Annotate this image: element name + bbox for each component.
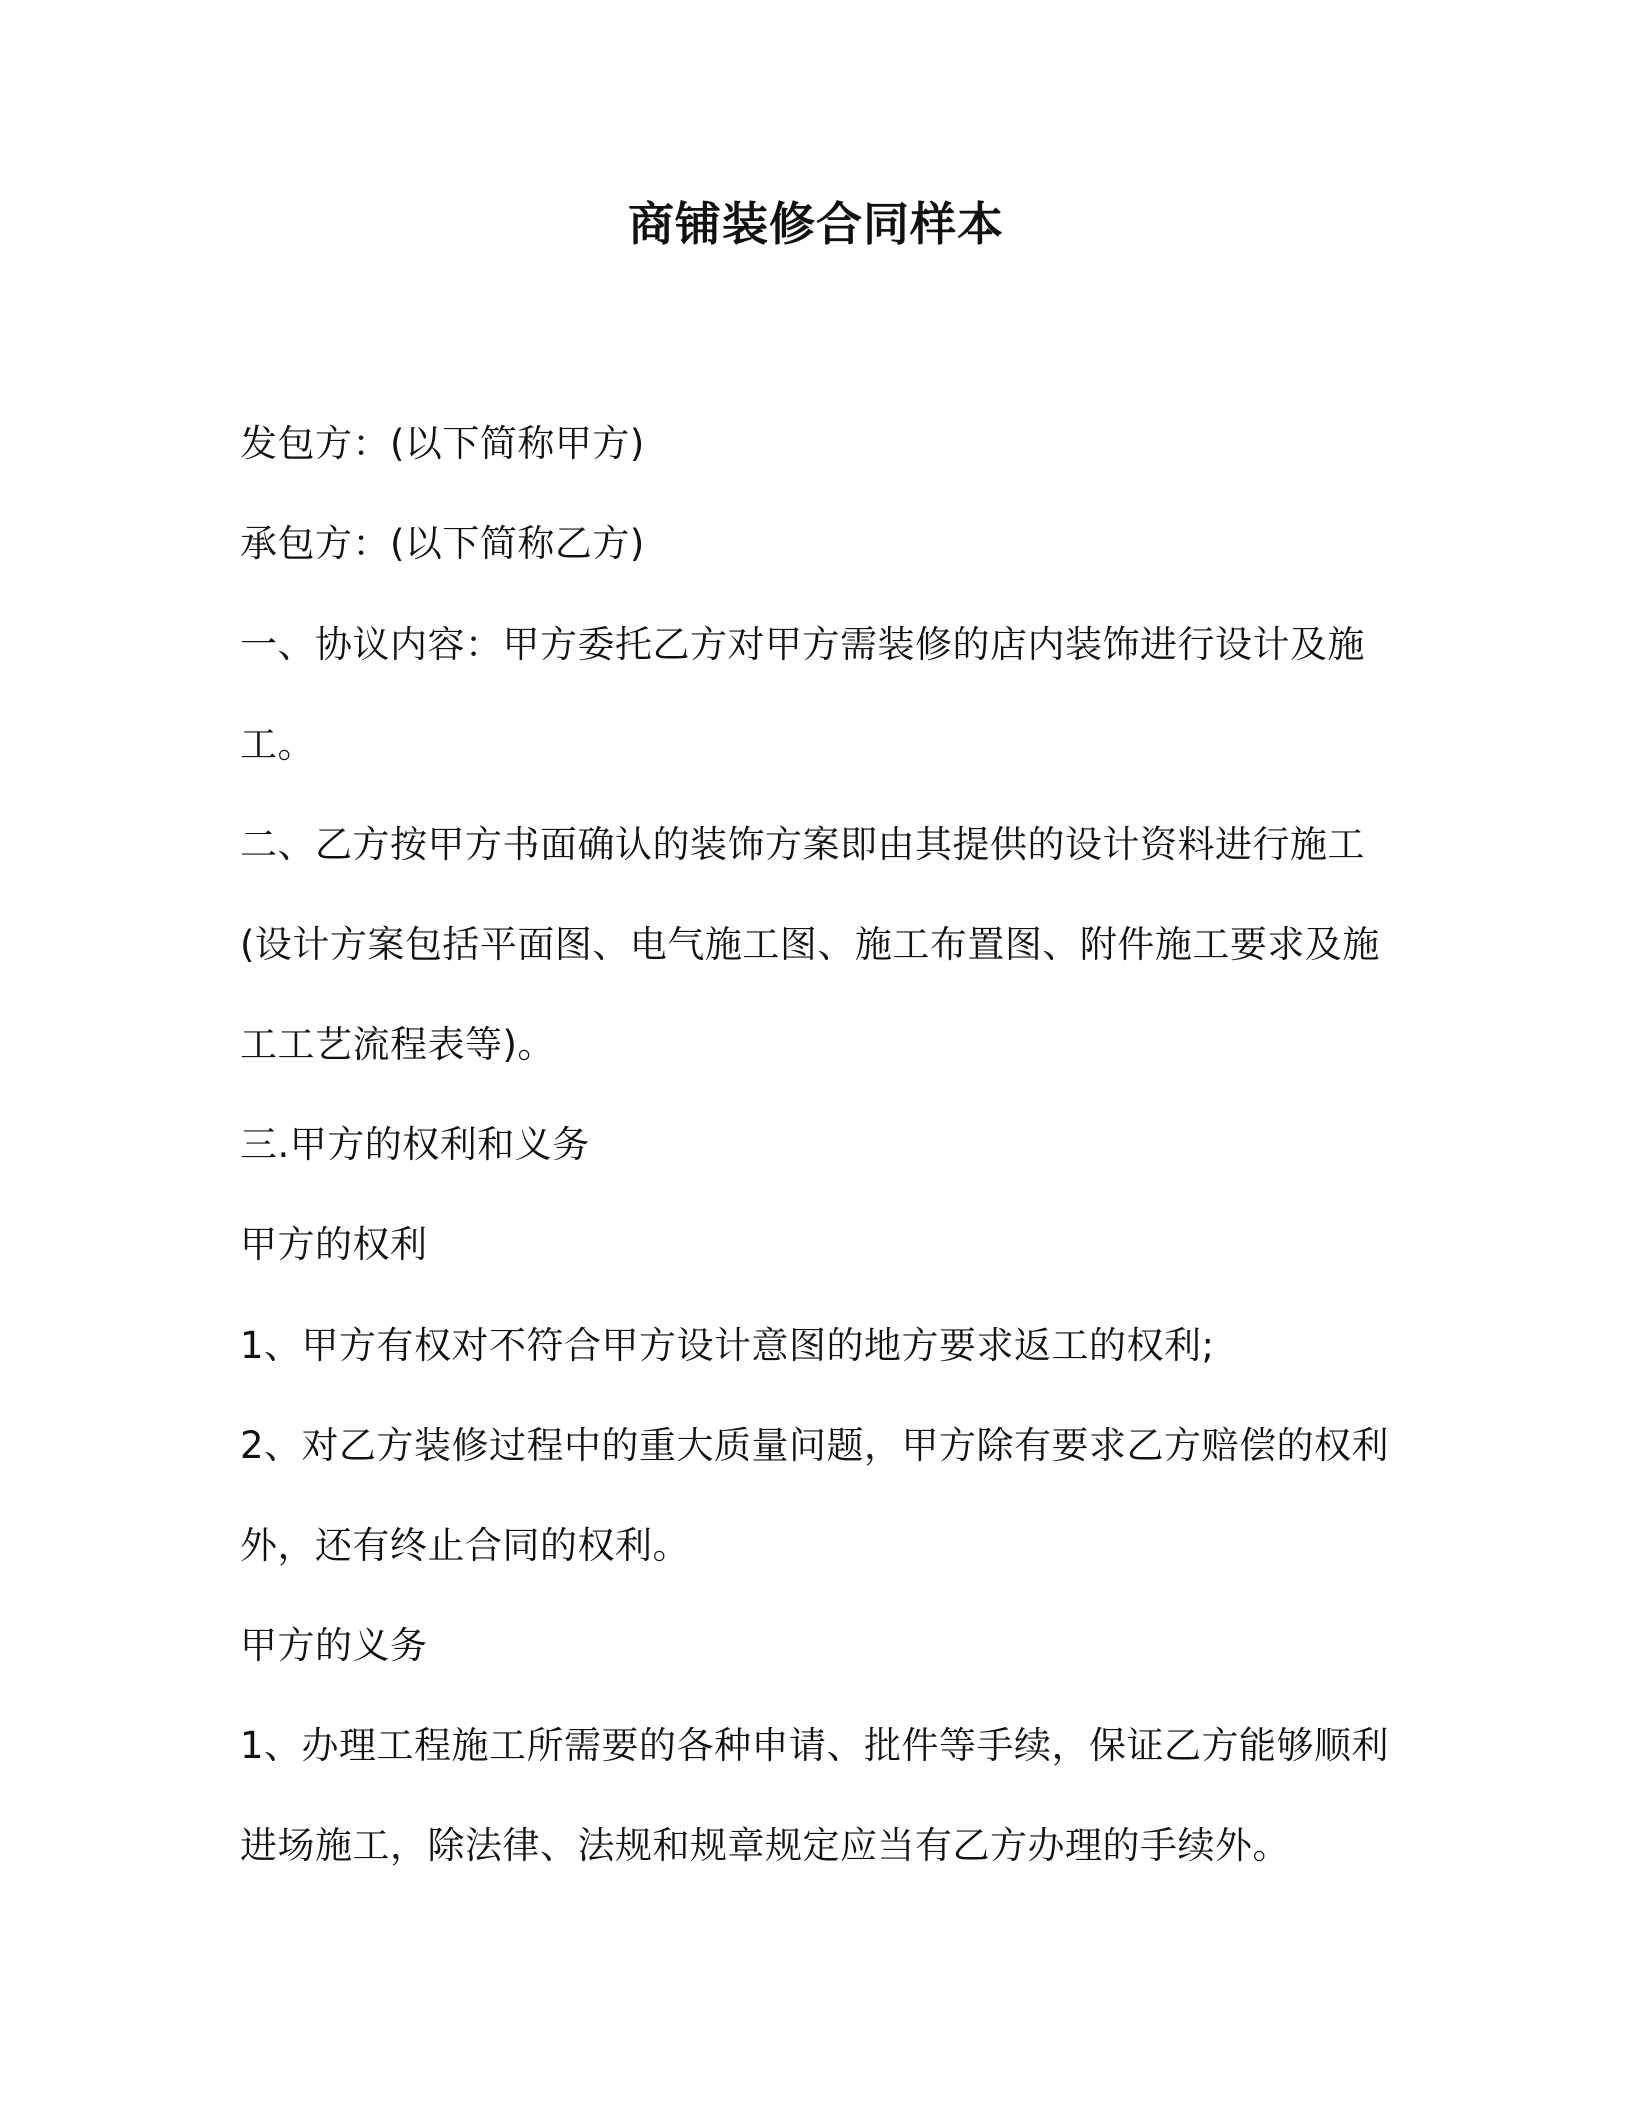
party-a-line: 发包方：(以下简称甲方) <box>240 422 645 465</box>
clause-1-line-1: 一、协议内容：甲方委托乙方对甲方需装修的店内装饰进行设计及施 <box>240 623 1365 666</box>
clause-2-line-2: (设计方案包括平面图、电气施工图、施工布置图、附件施工要求及施 <box>240 923 1380 966</box>
clause-1-line-2: 工。 <box>240 723 315 766</box>
clause-2-line-1: 二、乙方按甲方书面确认的装饰方案即由其提供的设计资料进行施工 <box>240 823 1365 866</box>
rights-item-1: 1、甲方有权对不符合甲方设计意图的地方要求返工的权利; <box>240 1324 1215 1367</box>
section-3-heading: 三.甲方的权利和义务 <box>240 1123 590 1166</box>
party-a-obligations-heading: 甲方的义务 <box>240 1624 428 1667</box>
rights-item-2-line-2: 外，还有终止合同的权利。 <box>240 1524 690 1567</box>
clause-2-line-3: 工工艺流程表等)。 <box>240 1023 555 1066</box>
party-b-line: 承包方：(以下简称乙方) <box>240 522 645 565</box>
party-a-rights-heading: 甲方的权利 <box>240 1223 428 1266</box>
obligations-item-1-line-2: 进场施工，除法律、法规和规章规定应当有乙方办理的手续外。 <box>240 1824 1290 1867</box>
obligations-item-1-line-1: 1、办理工程施工所需要的各种申请、批件等手续，保证乙方能够顺利 <box>240 1724 1390 1767</box>
document-title: 商铺装修合同样本 <box>628 197 1004 251</box>
rights-item-2-line-1: 2、对乙方装修过程中的重大质量问题，甲方除有要求乙方赔偿的权利 <box>240 1424 1390 1467</box>
